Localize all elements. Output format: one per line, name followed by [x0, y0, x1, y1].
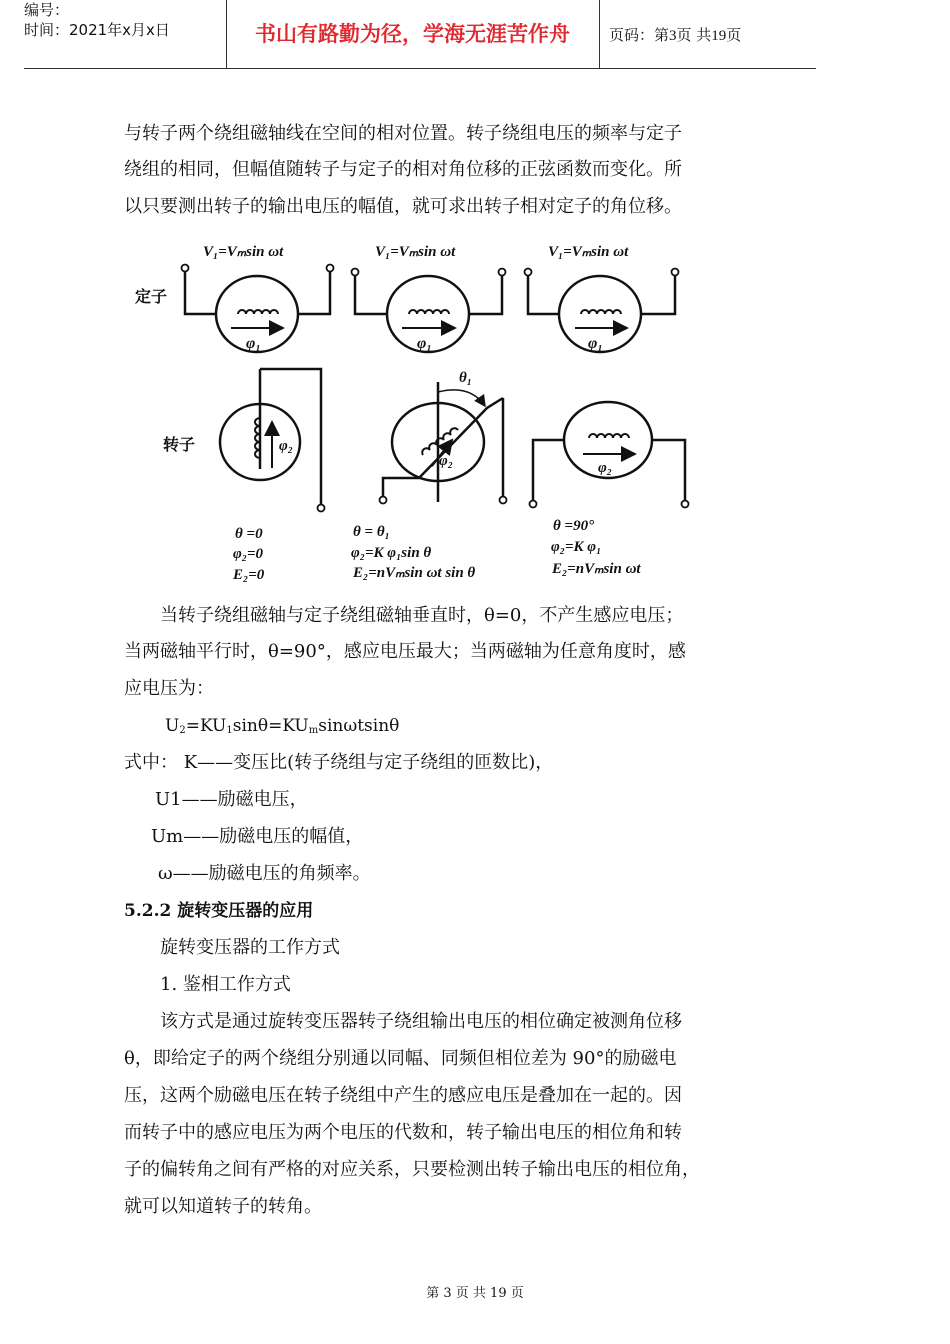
time-label: 时间：2021年x月x日 [24, 21, 170, 39]
stator-label: 定子 [135, 287, 168, 306]
para2-line-1: 当转子绕组磁轴与定子绕组磁轴垂直时，θ=0，不产生感应电压； [160, 605, 684, 626]
rotor-label: 转子 [163, 435, 196, 454]
rotor-flux-1: φ₂ [279, 438, 294, 454]
def-u1: U1——励磁电压， [155, 789, 308, 810]
page-info-prefix: 页码：第 [609, 26, 670, 44]
stator-flux-3: φ₁ [588, 335, 603, 352]
stator-formula-1: V₁=Vₘsin ωt [203, 244, 284, 260]
page-footer: 第 3 页 共 19 页 [426, 1286, 524, 1301]
intro-line-2: 绕组的相同，但幅值随转子与定子的相对角位移的正弦函数而变化。所 [124, 159, 682, 180]
item-1: 1. 鉴相工作方式 [160, 974, 291, 995]
page-info-middle: 页 共 [676, 26, 712, 44]
def-k: 式中： K——变压比(转子绕组与定子绕组的匝数比)， [124, 752, 554, 773]
case1-line1: θ =0 [235, 526, 263, 542]
header-page-info [609, 24, 741, 45]
rotor-flux-2: φ₂ [439, 453, 454, 469]
stator-formula-2: V₁=Vₘsin ωt [375, 244, 456, 260]
page-current: 3 [669, 28, 677, 44]
case1-line3: E₂=0 [233, 567, 265, 583]
resolver-diagram [125, 232, 705, 590]
intro-line-3: 以只要测出转子的输出电压的幅值，就可求出转子相对定子的角位移。 [124, 196, 682, 217]
para2-line-2: 当两磁轴平行时，θ=90°，感应电压最大；当两磁轴为任意角度时，感 [124, 641, 686, 662]
number-label: 编号： [24, 1, 70, 19]
case2-line3: E₂=nVₘsin ωt sin θ [353, 565, 476, 581]
para3-line-4: 而转子中的感应电压为两个电压的代数和，转子输出电压的相位角和转 [124, 1122, 682, 1143]
case3-line3: E₂=nVₘsin ωt [552, 561, 641, 577]
subhead: 旋转变压器的工作方式 [160, 937, 340, 958]
case1-line2: φ₂=0 [233, 546, 264, 562]
para3-line-6: 就可以知道转子的转角。 [124, 1196, 322, 1217]
case3-line1: θ =90° [553, 518, 595, 534]
theta1-label: θ₁ [459, 370, 473, 386]
para3-line-5: 子的偏转角之间有严格的对应关系，只要检测出转子输出电压的相位角， [124, 1159, 700, 1180]
case3-line2: φ₂=K φ₁ [551, 539, 602, 555]
stator-flux-2: φ₁ [417, 335, 432, 352]
para2-line-3: 应电压为： [124, 678, 214, 699]
para3-line-3: 压，这两个励磁电压在转子绕组中产生的感应电压是叠加在一起的。因 [124, 1085, 682, 1106]
case2-line2: φ₂=K φ₁sin θ [351, 545, 432, 561]
header-motto: 书山有路勤为径，学海无涯苦作舟 [226, 0, 600, 68]
para3-line-2: θ，即给定子的两个绕组分别通以同幅、同频但相位差为 90°的励磁电 [124, 1048, 677, 1069]
para3-line-1: 该方式是通过旋转变压器转子绕组输出电压的相位确定被测角位移 [160, 1011, 682, 1032]
page-total: 19 [711, 28, 727, 44]
def-omega: ω——励磁电压的角频率。 [158, 863, 371, 884]
page-info-suffix: 页 [726, 26, 742, 44]
page-header [24, 0, 816, 69]
case2-line1: θ = θ₁ [353, 524, 390, 540]
intro-line-1: 与转子两个绕组磁轴线在空间的相对位置。转子绕组电压的频率与定子 [124, 123, 682, 144]
stator-formula-3: V₁=Vₘsin ωt [548, 244, 629, 260]
header-meta [24, 0, 227, 68]
section-title: 5.2.2 旋转变压器的应用 [124, 901, 314, 921]
rotor-flux-3: φ₂ [598, 460, 613, 476]
stator-flux-1: φ₁ [246, 335, 261, 352]
equation: U2=KU1sinθ=KUmsinωtsinθ [165, 716, 400, 736]
def-um: Um——励磁电压的幅值， [151, 826, 364, 847]
